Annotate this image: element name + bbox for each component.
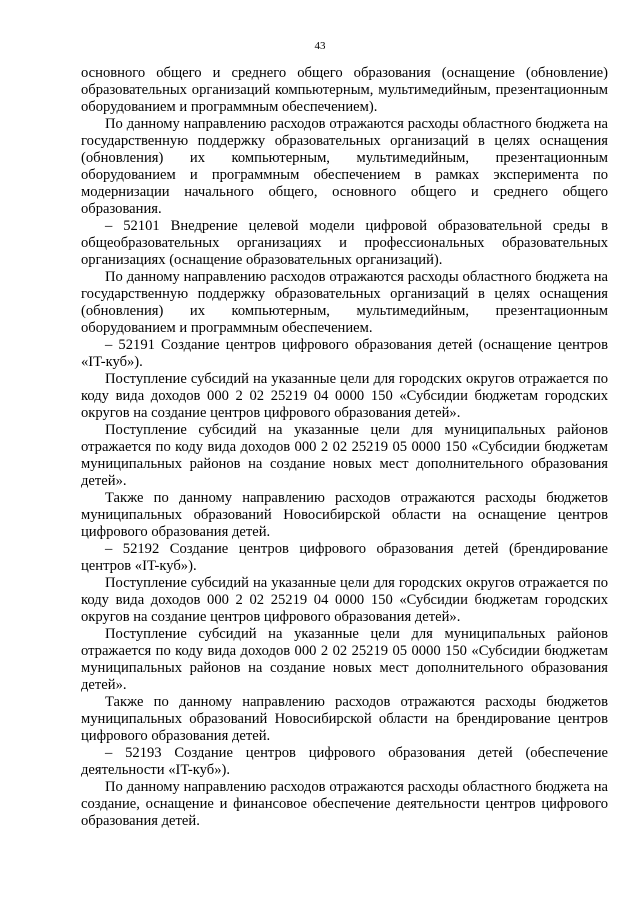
paragraph: Поступление субсидий на указанные цели для городских округов отражается по коду вида доходов 000 2 02 25219 04 0000 150 «Субсидии бюджетам городских округов на создание центров цифрового образования детей». <box>81 371 608 421</box>
paragraph-code-52191: – 52191 Создание центров цифрового образования детей (оснащение центров «IT-куб»). <box>81 337 608 370</box>
paragraph: Также по данному направлению расходов отражаются расходы бюджетов муниципальных образований Новосибирской области на оснащение центров цифрового образования детей. <box>81 490 608 540</box>
paragraph: Также по данному направлению расходов отражаются расходы бюджетов муниципальных образований Новосибирской области на брендирование центров цифрового образования детей. <box>81 694 608 744</box>
paragraph: По данному направлению расходов отражаются расходы областного бюджета на государственную поддержку образовательных организаций в целях оснащения (обновления) их компьютерным, мультимедийным, презентационным оборудованием и программным обеспечением в рамках эксперимента по модернизации начального общего, основного общего и среднего общего образования. <box>81 116 608 217</box>
paragraph: По данному направлению расходов отражаются расходы областного бюджета на государственную поддержку образовательных организаций в целях оснащения (обновления) их компьютерным, мультимедийным, презентационным оборудованием и программным обеспечением. <box>81 269 608 336</box>
paragraph: Поступление субсидий на указанные цели для муниципальных районов отражается по коду вида доходов 000 2 02 25219 05 0000 150 «Субсидии бюджетам муниципальных районов на создание новых мест дополнительного образования детей». <box>81 422 608 489</box>
document-body <box>81 65 608 830</box>
paragraph-code-52193: – 52193 Создание центров цифрового образования детей (обеспечение деятельности «IT-куб»). <box>81 745 608 778</box>
paragraph: Поступление субсидий на указанные цели для муниципальных районов отражается по коду вида доходов 000 2 02 25219 05 0000 150 «Субсидии бюджетам муниципальных районов на создание новых мест дополнительного образования детей». <box>81 626 608 693</box>
page-number: 43 <box>314 40 326 52</box>
paragraph: По данному направлению расходов отражаются расходы областного бюджета на создание, оснащение и финансовое обеспечение деятельности центров цифрового образования детей. <box>81 779 608 829</box>
paragraph: Поступление субсидий на указанные цели для городских округов отражается по коду вида доходов 000 2 02 25219 04 0000 150 «Субсидии бюджетам городских округов на создание центров цифрового образования детей». <box>81 575 608 625</box>
paragraph-code-52192: – 52192 Создание центров цифрового образования детей (брендирование центров «IT-куб»). <box>81 541 608 574</box>
paragraph-continuation: основного общего и среднего общего образования (оснащение (обновление) образовательных организаций компьютерным, мультимедийным, презентационным оборудованием и программным обеспечением). <box>81 65 608 115</box>
paragraph-code-52101: – 52101 Внедрение целевой модели цифровой образовательной среды в общеобразовательных организациях и профессиональных образовательных организациях (оснащение образовательных организаций). <box>81 218 608 268</box>
